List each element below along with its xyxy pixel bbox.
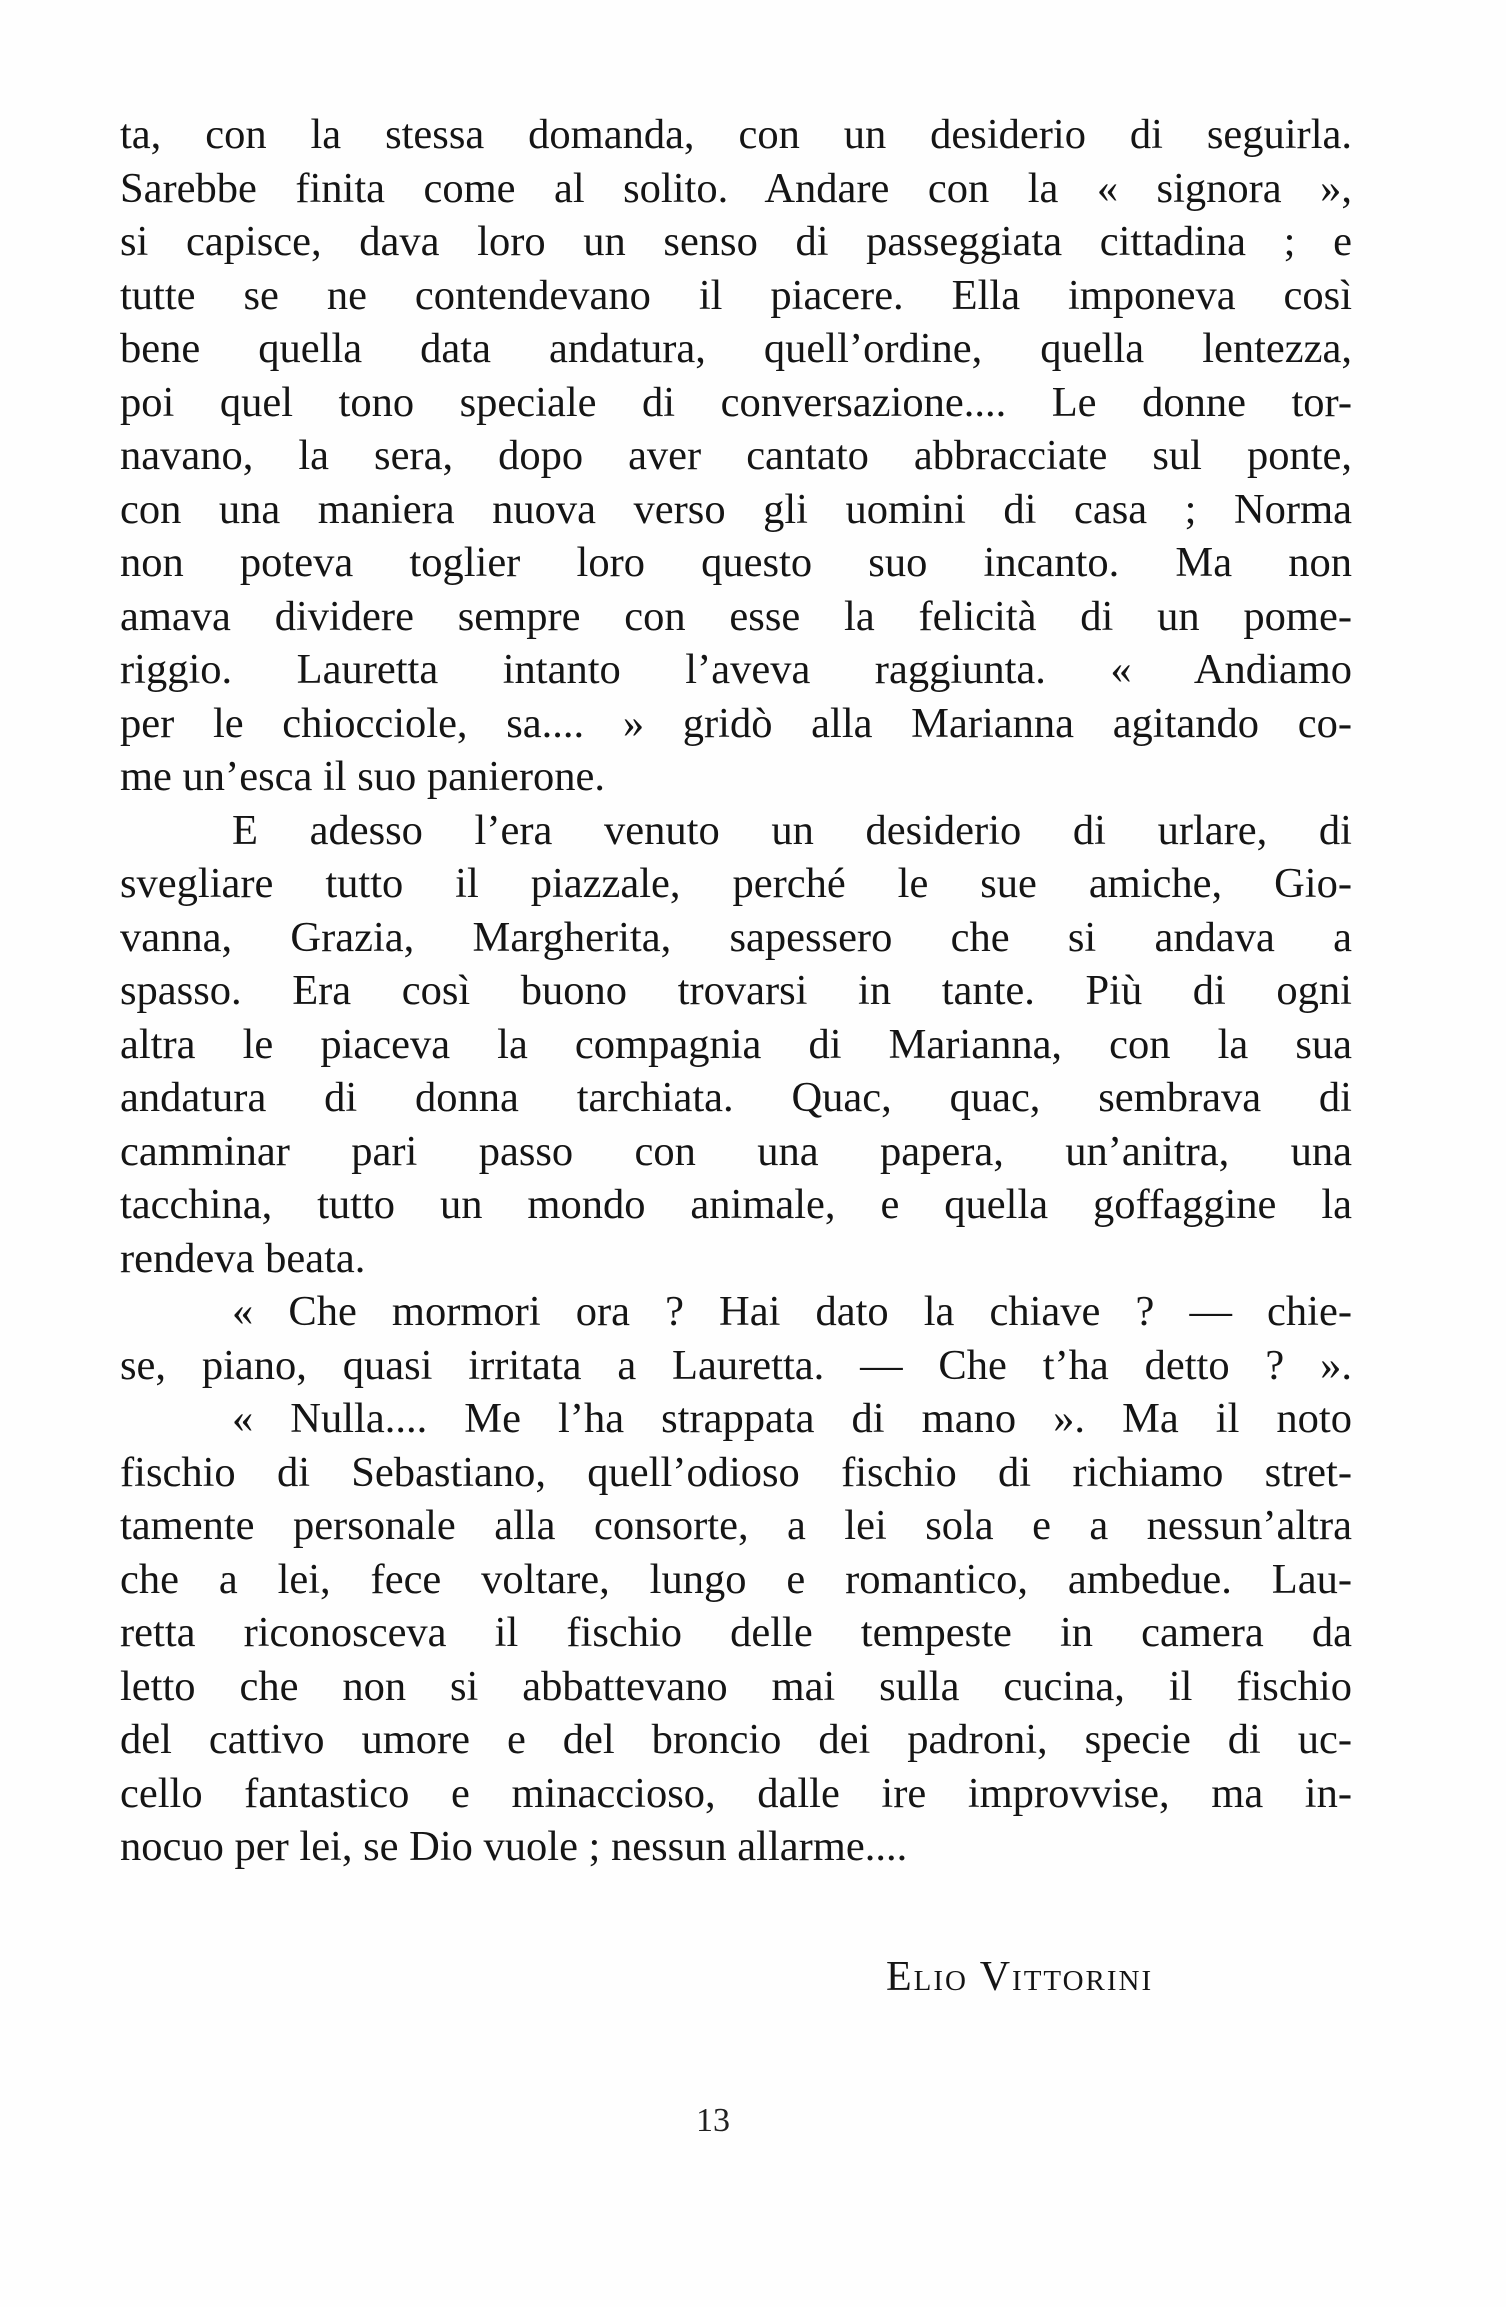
text-line: per le chiocciole, sa.... » gridò alla Marianna agitando co- — [120, 699, 1352, 747]
text-line: ta, con la stessa domanda, con un desiderio di seguirla. — [120, 111, 1352, 158]
text-line: « Che mormori ora ? Hai dato la chiave ? — chie- — [232, 1288, 1352, 1335]
text-line: Sarebbe finita come al solito. Andare con la « signora », — [120, 164, 1352, 212]
text-line: svegliare tutto il piazzale, perché le sue amiche, Gio- — [120, 860, 1352, 907]
text-line: con una maniera nuova verso gli uomini di casa ; Norma — [120, 485, 1352, 533]
text-line: vanna, Grazia, Margherita, sapessero che si andava a — [120, 913, 1352, 961]
text-line: rendeva beata. — [120, 1234, 366, 1282]
page-number: 13 — [696, 2102, 730, 2139]
text-line: si capisce, dava loro un senso di passeggiata cittadina ; e — [120, 218, 1352, 265]
text-line: fischio di Sebastiano, quell’odioso fischio di richiamo stret- — [120, 1448, 1352, 1496]
text-line: retta riconosceva il fischio delle tempeste in camera da — [120, 1609, 1352, 1656]
text-line: tutte se ne contendevano il piacere. Ella imponeva così — [120, 271, 1352, 319]
text-line: poi quel tono speciale di conversazione.... Le donne tor- — [120, 378, 1352, 426]
text-line: riggio. Lauretta intanto l’aveva raggiunta. « Andiamo — [120, 646, 1352, 693]
text-line: nocuo per lei, se Dio vuole ; nessun allarme.... — [120, 1823, 908, 1870]
text-line: letto che non si abbattevano mai sulla cucina, il fischio — [120, 1662, 1352, 1710]
text-line: tacchina, tutto un mondo animale, e quella goffaggine la — [120, 1181, 1352, 1228]
text-line: spasso. Era così buono trovarsi in tante. Più di ogni — [120, 967, 1352, 1014]
text-line: navano, la sera, dopo aver cantato abbracciate sul ponte, — [120, 432, 1352, 479]
text-line: andatura di donna tarchiata. Quac, quac, sembrava di — [120, 1074, 1352, 1121]
text-line: altra le piaceva la compagnia di Marianna, con la sua — [120, 1020, 1352, 1068]
text-line: me un’esca il suo panierone. — [120, 753, 606, 800]
text-line: bene quella data andatura, quell’ordine, quella lentezza, — [120, 325, 1352, 372]
author-signature: Elio Vittorini — [886, 1954, 1154, 2000]
text-line: del cattivo umore e del broncio dei padroni, specie di uc- — [120, 1716, 1352, 1763]
text-line: amava dividere sempre con esse la felicità di un pome- — [120, 592, 1352, 640]
body-text — [120, 108, 1352, 1874]
text-line: camminar pari passo con una papera, un’anitra, una — [120, 1127, 1352, 1175]
text-line: che a lei, fece voltare, lungo e romantico, ambedue. Lau- — [120, 1555, 1352, 1603]
text-line: E adesso l’era venuto un desiderio di urlare, di — [232, 806, 1352, 854]
text-line: tamente personale alla consorte, a lei sola e a nessun’altra — [120, 1502, 1352, 1549]
text-line: « Nulla.... Me l’ha strappata di mano ». Ma il noto — [232, 1395, 1352, 1442]
text-line: cello fantastico e minaccioso, dalle ire improvvise, ma in- — [120, 1769, 1352, 1817]
text-line: se, piano, quasi irritata a Lauretta. — Che t’ha detto ? ». — [120, 1341, 1352, 1389]
text-line: non poteva toglier loro questo suo incanto. Ma non — [120, 539, 1352, 586]
